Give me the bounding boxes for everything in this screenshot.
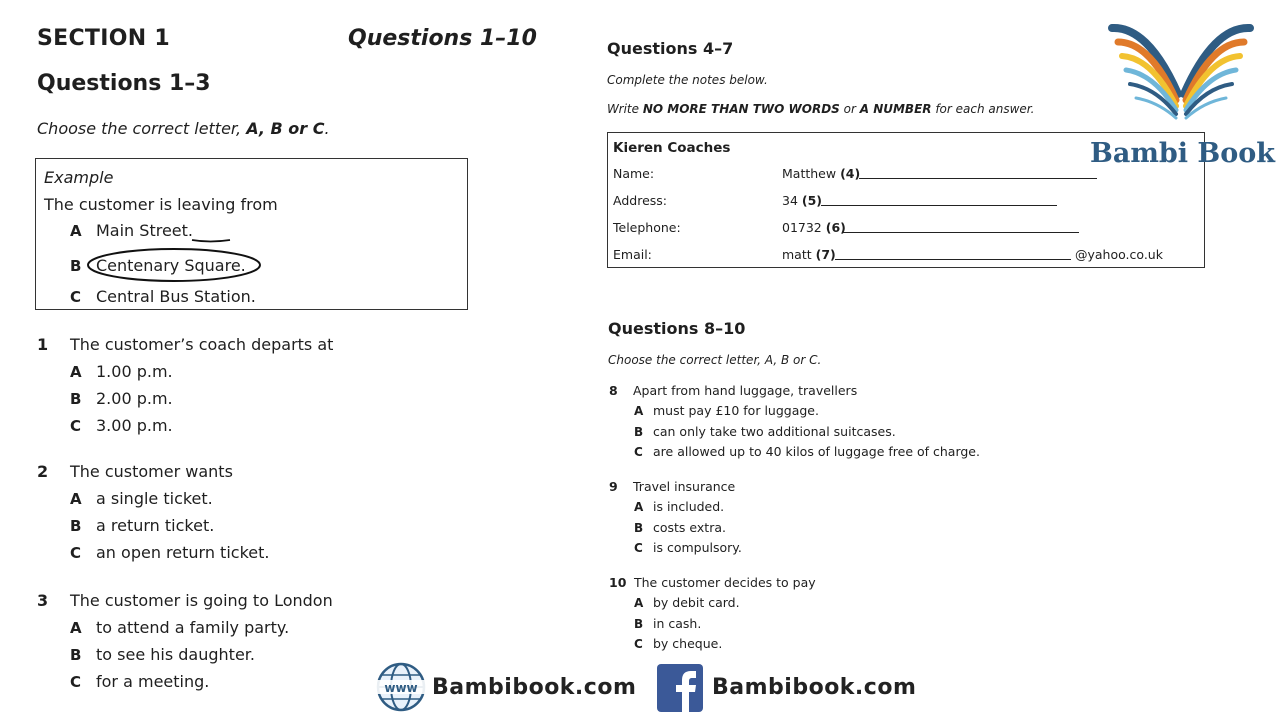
facebook-icon	[657, 664, 703, 712]
notes-label: Email:	[613, 247, 652, 262]
option-letter: A	[634, 596, 644, 610]
section-title: SECTION 1	[37, 26, 170, 51]
option-letter: B	[70, 646, 82, 664]
notes-question-number: (7)	[815, 247, 836, 262]
option-text: can only take two additional suitcases.	[653, 424, 896, 439]
option-text: in cash.	[653, 616, 702, 631]
example-option-text: Main Street.	[96, 221, 193, 240]
www-globe-icon	[376, 662, 426, 712]
answer-blank-5[interactable]	[821, 205, 1057, 206]
butterfly-logo-icon	[1108, 22, 1254, 126]
example-option-letter: A	[70, 222, 82, 240]
notes-prefix: 34	[782, 193, 798, 208]
pen-stroke-mark	[190, 236, 234, 244]
question-number: 2	[37, 462, 49, 481]
option-letter: A	[634, 404, 644, 418]
questions-range-title: Questions 1–10	[348, 26, 537, 51]
brand-name: Bambi Book	[1090, 138, 1275, 169]
option-text: are allowed up to 40 kilos of luggage free of charge.	[653, 444, 980, 459]
option-text: 1.00 p.m.	[96, 362, 173, 381]
option-text: must pay £10 for luggage.	[653, 403, 819, 418]
notes-value-prefix	[782, 193, 822, 208]
questions-4-7-heading: Questions 4–7	[607, 39, 734, 58]
questions-8-10-instruction: Choose the correct letter, A, B or C.	[608, 353, 822, 367]
questions-1-3-instruction	[37, 119, 330, 138]
facebook-link[interactable]: Bambibook.com	[712, 675, 917, 700]
question-number: 1	[37, 335, 49, 354]
notes-question-number: (6)	[825, 220, 846, 235]
notes-label: Name:	[613, 166, 655, 181]
instruction-end: .	[324, 119, 330, 138]
example-option-text: Central Bus Station.	[96, 287, 256, 306]
option-letter: B	[634, 521, 644, 535]
option-text: for a meeting.	[96, 672, 210, 691]
website-link[interactable]: Bambibook.com	[432, 675, 637, 700]
option-letter: C	[70, 417, 82, 435]
notes-value-prefix	[782, 166, 860, 181]
notes-question-number: (4)	[840, 166, 861, 181]
word-limit-text: or	[839, 102, 860, 116]
answer-blank-4[interactable]	[859, 178, 1097, 179]
option-letter: C	[634, 445, 643, 459]
question-number: 9	[609, 479, 618, 494]
example-option-text: Centenary Square.	[96, 256, 246, 275]
notes-value-prefix	[782, 220, 846, 235]
word-limit-bold: NO MORE THAN TWO WORDS	[642, 102, 840, 116]
notes-question-number: (5)	[801, 193, 823, 208]
option-text: 2.00 p.m.	[96, 389, 173, 408]
question-number: 10	[609, 575, 627, 590]
notes-prefix: Matthew	[782, 166, 837, 181]
word-limit-text: Write	[607, 102, 643, 116]
option-text: 3.00 p.m.	[96, 416, 173, 435]
answer-blank-6[interactable]	[843, 232, 1079, 233]
option-text: is included.	[653, 499, 725, 514]
question-stem: Travel insurance	[633, 479, 736, 494]
word-limit-bold: A NUMBER	[859, 102, 932, 116]
option-letter: C	[634, 541, 643, 555]
option-text: by cheque.	[653, 636, 723, 651]
example-option-letter: C	[70, 288, 82, 306]
option-letter: B	[634, 617, 644, 631]
option-letter: C	[70, 544, 82, 562]
questions-1-3-heading: Questions 1–3	[37, 71, 211, 96]
question-stem: The customer is going to London	[70, 591, 333, 610]
questions-8-10-heading: Questions 8–10	[608, 319, 746, 338]
question-number: 3	[37, 591, 49, 610]
question-stem: The customer wants	[70, 462, 233, 481]
option-letter: B	[70, 517, 82, 535]
question-stem: Apart from hand luggage, travellers	[633, 383, 858, 398]
option-text: to see his daughter.	[96, 645, 255, 664]
example-label: Example	[44, 168, 114, 187]
option-letter: B	[70, 390, 82, 408]
option-text: by debit card.	[653, 595, 740, 610]
answer-blank-7[interactable]	[835, 259, 1071, 260]
option-text: is compulsory.	[653, 540, 742, 555]
notes-instruction: Complete the notes below.	[607, 73, 768, 87]
answer-circle-mark	[84, 246, 266, 288]
notes-value-prefix	[782, 247, 836, 262]
instruction-text: Choose the correct letter,	[37, 119, 247, 138]
question-stem: The customer’s coach departs at	[70, 335, 334, 354]
example-option-letter: B	[70, 257, 82, 275]
instruction-letters: A, B or C	[246, 119, 325, 138]
email-domain: @yahoo.co.uk	[1075, 247, 1163, 262]
option-text: a return ticket.	[96, 516, 215, 535]
example-stem: The customer is leaving from	[44, 195, 278, 214]
option-letter: A	[70, 363, 82, 381]
option-text: to attend a family party.	[96, 618, 290, 637]
option-text: costs extra.	[653, 520, 726, 535]
notes-label: Telephone:	[613, 220, 681, 235]
option-letter: B	[634, 425, 644, 439]
question-number: 8	[609, 383, 618, 398]
question-stem: The customer decides to pay	[634, 575, 816, 590]
word-limit-instruction	[607, 102, 1034, 116]
option-letter: A	[70, 490, 82, 508]
option-letter: C	[70, 673, 82, 691]
notes-prefix: matt	[782, 247, 812, 262]
option-letter: A	[634, 500, 644, 514]
notes-title: Kieren Coaches	[613, 140, 731, 156]
option-text: a single ticket.	[96, 489, 213, 508]
notes-label: Address:	[613, 193, 667, 208]
word-limit-text: for each answer.	[931, 102, 1035, 116]
option-text: an open return ticket.	[96, 543, 270, 562]
option-letter: A	[70, 619, 82, 637]
svg-text:www: www	[384, 681, 418, 695]
notes-prefix: 01732	[782, 220, 822, 235]
option-letter: C	[634, 637, 643, 651]
